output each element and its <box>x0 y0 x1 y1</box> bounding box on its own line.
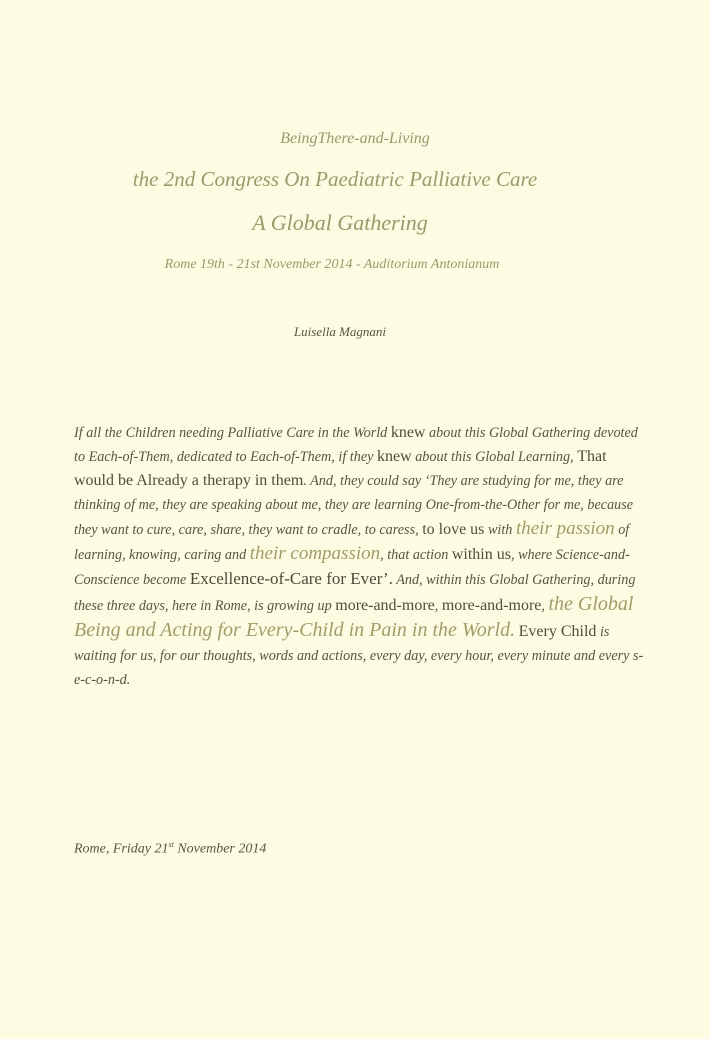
signoff-superscript: st <box>168 840 174 849</box>
body-paragraph <box>74 421 646 692</box>
body-highlight: their passion <box>515 518 615 539</box>
kicker-heading: BeingThere-and-Living <box>280 130 430 147</box>
body-emphasis: more-and-more <box>441 597 542 614</box>
body-segment: , that action <box>380 547 452 563</box>
congress-title: the 2nd Congress On Paediatric Palliative Care <box>132 167 538 191</box>
body-emphasis: That would be Already a therapy in them <box>74 448 607 489</box>
signoff-date <box>74 840 266 858</box>
body-segment: about this Global Gathering devoted to Each-of-Them, dedicated to Each-of-Them, if they <box>74 425 638 465</box>
signoff-suffix: November 2014 <box>173 841 267 857</box>
body-emphasis: Excellence-of-Care for Ever’. <box>189 569 393 588</box>
body-segment: , <box>541 598 549 614</box>
body-segment: is waiting for us, for our thoughts, words and actions, every day, every hour, every minute and every s-e-c-o-n-d. <box>74 624 644 688</box>
body-emphasis: Every Child <box>518 623 597 640</box>
body-segment: And, within this Global Gathering, during these three days, here in Rome, is growing up <box>74 572 636 614</box>
body-emphasis: to love us <box>422 521 485 538</box>
congress-subtitle: A Global Gathering <box>252 210 428 235</box>
body-emphasis: knew <box>390 424 426 441</box>
body-emphasis: more-and-more <box>335 597 435 614</box>
body-emphasis: within us <box>451 546 511 563</box>
body-segment: about this Global Learning, <box>411 449 578 465</box>
body-segment: If all the Children needing Palliative Care in the World <box>74 425 391 441</box>
signoff-prefix: Rome, Friday 21 <box>74 841 169 857</box>
body-segment: of learning, knowing, caring and <box>74 522 630 563</box>
body-segment: , where Science-and-Conscience become <box>74 547 630 588</box>
body-highlight: their compassion <box>249 543 381 564</box>
event-details: Rome 19th - 21st November 2014 - Auditorium Antonianum <box>164 257 500 272</box>
body-highlight: the Global Being and Acting for Every-Child in Pain in the World. <box>74 593 634 641</box>
body-emphasis: knew <box>376 448 412 465</box>
body-segment: with <box>484 522 516 538</box>
body-segment: , <box>434 598 442 614</box>
body-segment: . And, they could say ‘They are studying for me, they are thinking of me, they are speaking about me, they are learning One-from-the-Other for me, because they want to cure, care, share, they want to cradle, to caress, <box>74 473 634 538</box>
author-name: Luisella Magnani <box>293 324 387 339</box>
